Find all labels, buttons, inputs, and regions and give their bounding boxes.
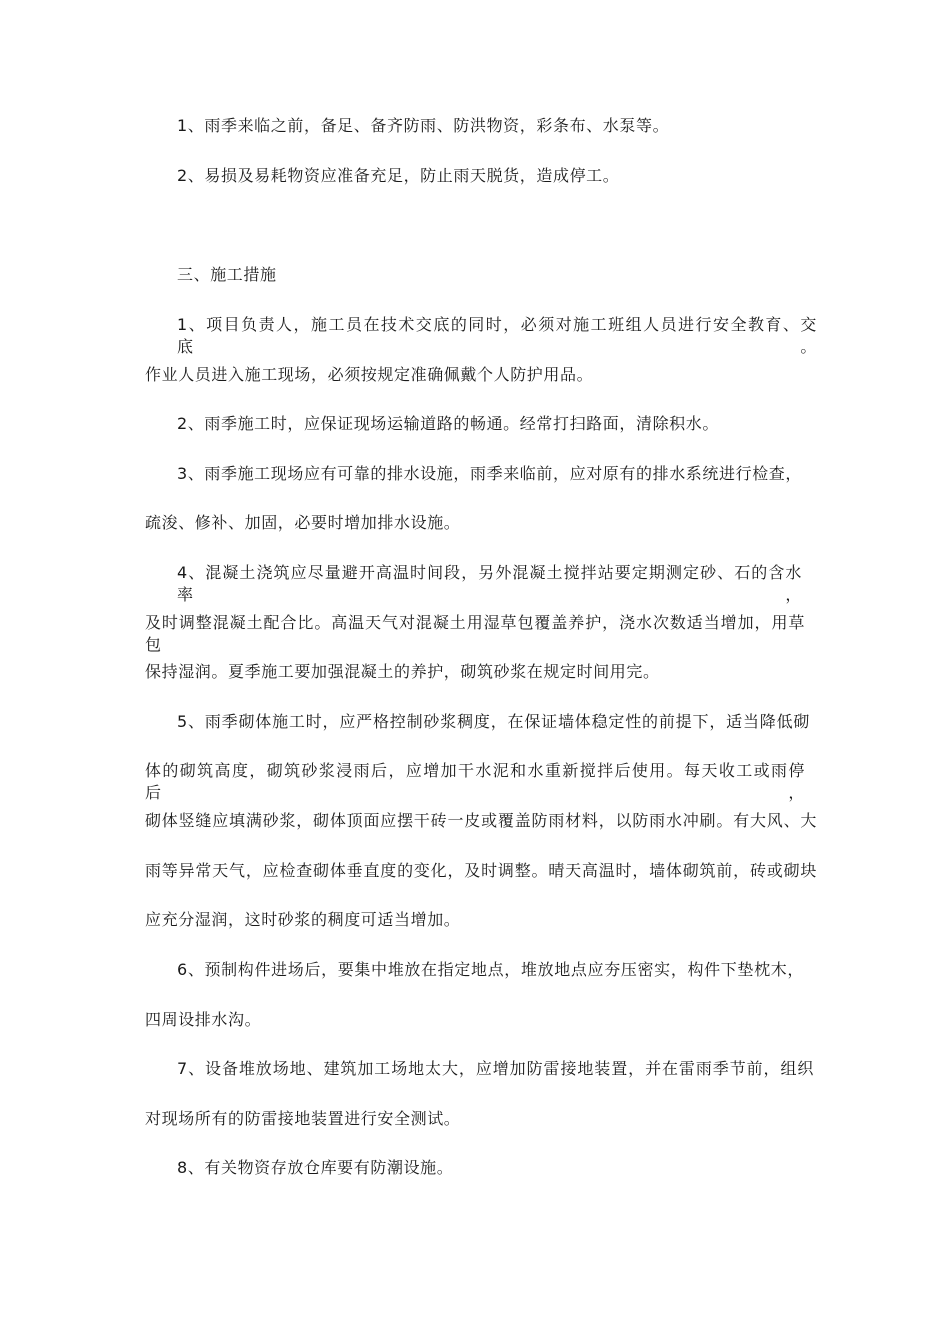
paragraph-line: 砌体竖缝应填满砂浆，砌体顶面应摆干砖一皮或覆盖防雨材料，以防雨水冲刷。有大风、大 xyxy=(145,811,817,830)
paragraph-line: 2、易损及易耗物资应准备充足，防止雨天脱货，造成停工。 xyxy=(177,166,620,185)
paragraph-line: 3、雨季施工现场应有可靠的排水设施，雨季来临前，应对原有的排水系统进行检查， xyxy=(177,464,802,483)
paragraph-line: 2、雨季施工时，应保证现场运输道路的畅通。经常打扫路面，清除积水。 xyxy=(177,414,719,433)
paragraph-line: 应充分湿润，这时砂浆的稠度可适当增加。 xyxy=(145,910,461,929)
paragraph-line: 保持湿润。夏季施工要加强混凝土的养护，砌筑砂浆在规定时间用完。 xyxy=(145,662,660,681)
paragraph-line: 7、设备堆放场地、建筑加工场地太大，应增加防雷接地装置，并在雷雨季节前，组织 xyxy=(177,1059,814,1078)
paragraph-line: 疏浚、修补、加固，必要时增加排水设施。 xyxy=(145,513,461,532)
paragraph-line: 对现场所有的防雷接地装置进行安全测试。 xyxy=(145,1109,461,1128)
paragraph-line: 1、雨季来临之前，备足、备齐防雨、防洪物资，彩条布、水泵等。 xyxy=(177,116,670,135)
paragraph-line: 作业人员进入施工现场，必须按规定准确佩戴个人防护用品。 xyxy=(145,365,594,384)
paragraph-line: 及时调整混凝土配合比。高温天气对混凝土用湿草包覆盖养护，浇水次数适当增加，用草包 xyxy=(145,613,805,654)
paragraph-line: 4、混凝土浇筑应尽量避开高温时间段，另外混凝土搅拌站要定期测定砂、石的含水率， xyxy=(177,563,802,604)
paragraph-line: 体的砌筑高度，砌筑砂浆浸雨后，应增加干水泥和水重新搅拌后使用。每天收工或雨停后， xyxy=(145,761,805,802)
paragraph-line: 5、雨季砌体施工时，应严格控制砂浆稠度，在保证墙体稳定性的前提下，适当降低砌 xyxy=(177,712,810,731)
paragraph-line: 8、有关物资存放仓库要有防潮设施。 xyxy=(177,1158,454,1177)
section-heading: 三、施工措施 xyxy=(177,265,277,284)
paragraph-line: 1、项目负责人，施工员在技术交底的同时，必须对施工班组人员进行安全教育、交底。 xyxy=(177,315,817,356)
paragraph-line: 6、预制构件进场后，要集中堆放在指定地点，堆放地点应夯压密实，构件下垫枕木， xyxy=(177,960,804,979)
paragraph-line: 雨等异常天气，应检查砌体垂直度的变化，及时调整。晴天高温时，墙体砌筑前，砖或砌块 xyxy=(145,861,817,880)
paragraph-line: 四周设排水沟。 xyxy=(145,1010,262,1029)
